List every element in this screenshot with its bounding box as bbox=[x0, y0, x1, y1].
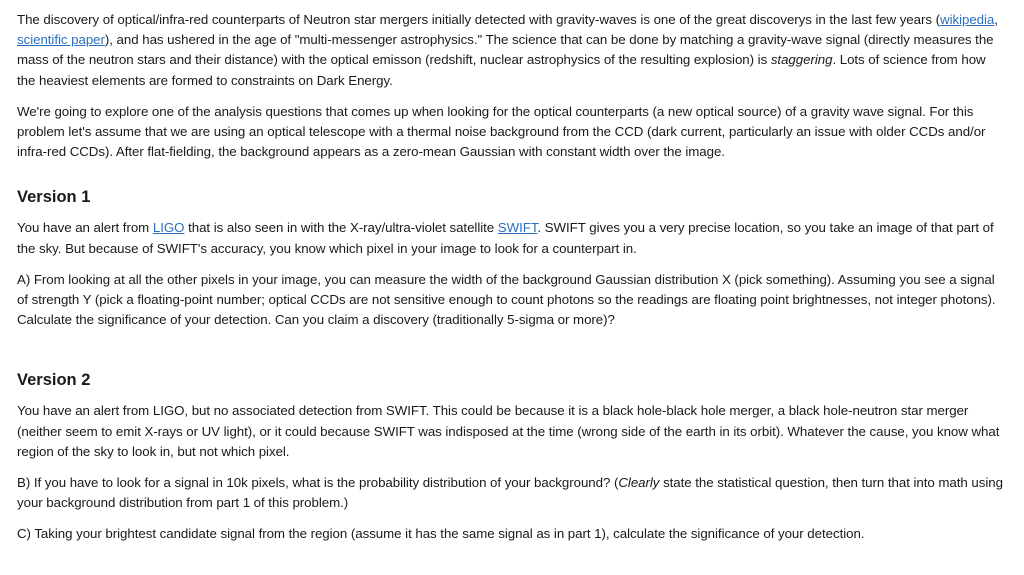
version-2-heading: Version 2 bbox=[17, 371, 91, 390]
open-paren: ( bbox=[935, 12, 941, 27]
v1-text-c: . SWIFT gives you a very precise location, so you take an image of that part of the sky. But because of SWIFT's accuracy, you know which pixel in your image to look for a counterpart in. bbox=[17, 220, 994, 256]
intro-text-3: . Lots of science from how the heaviest elements are formed to constraints on Dark Energy. bbox=[17, 52, 986, 88]
version-1-paragraph bbox=[17, 218, 1006, 258]
swift-link[interactable]: SWIFT bbox=[497, 220, 538, 236]
link-separator: , bbox=[994, 12, 998, 27]
qb-text-a: B) If you have to look for a signal in 10k pixels, what is the probability distribution of your background? ( bbox=[17, 475, 619, 491]
intro-text-2: ), and has ushered in the age of "multi-messenger astrophysics." The science that can be done by matching a gravity-wave signal (directly measures the mass of the neutron stars and their distance) with the optical emisson (redshift, nuclear astrophysics of the resulting explosion) is bbox=[17, 32, 994, 68]
question-c: C) Taking your brightest candidate signal from the region (assume it has the same signal as in part 1), calculate the significance of your detection. bbox=[17, 526, 865, 542]
ligo-link[interactable]: LIGO bbox=[152, 220, 185, 236]
wikipedia-link[interactable]: wikipedia bbox=[940, 12, 995, 27]
v1-text-a: You have an alert from bbox=[17, 220, 150, 236]
qb-text-b: state the statistical question, then turn that into math using your background distribution from part 1 of this problem.) bbox=[17, 475, 1003, 511]
version-1-heading: Version 1 bbox=[17, 188, 91, 207]
scientific-paper-link[interactable]: scientific paper bbox=[17, 32, 105, 48]
question-a: A) From looking at all the other pixels in your image, you can measure the width of the background Gaussian distribution X (pick something). Assuming you see a signal of strength Y (pick a floating-point number; optical CCDs are not sensitive enough to count photons so the readings are floating point brightnesses, not integer photons). Calculate the significance of your detection. Can you claim a discovery (traditionally 5-sigma or more)? bbox=[17, 271, 996, 328]
intro-paragraph-2: We're going to explore one of the analysis questions that comes up when looking for the optical counterparts (a new optical source) of a gravity wave signal. For this problem let's assume that we are using an optical telescope with a thermal noise background from the CCD (dark current, particularly an issue with older CCDs and/or infra-red CCDs). After flat-fielding, the background appears as a zero-mean Gaussian with constant width over the image. bbox=[17, 103, 986, 160]
intro-emphasis: staggering bbox=[770, 52, 833, 68]
version-2-paragraph: You have an alert from LIGO, but no associated detection from SWIFT. This could be because it is a black hole-black hole merger, a black hole-neutron star merger (neither seem to emit X-rays or UV light), or it could because SWIFT was indisposed at the time (wrong side of the earth in its orbit). Whatever the cause, you know what region of the sky to look in, but not which pixel. bbox=[17, 403, 1000, 459]
intro-paragraph-1 bbox=[17, 10, 1006, 91]
v1-text-b: that is also seen in with the X-ray/ultra-violet satellite bbox=[188, 220, 495, 236]
question-b bbox=[17, 473, 1006, 513]
intro-text-1: The discovery of optical/infra-red counterparts of Neutron star mergers initially detected with gravity-waves is one of the great discoverys in the last few years bbox=[17, 12, 932, 27]
qb-emphasis: Clearly bbox=[618, 475, 660, 491]
